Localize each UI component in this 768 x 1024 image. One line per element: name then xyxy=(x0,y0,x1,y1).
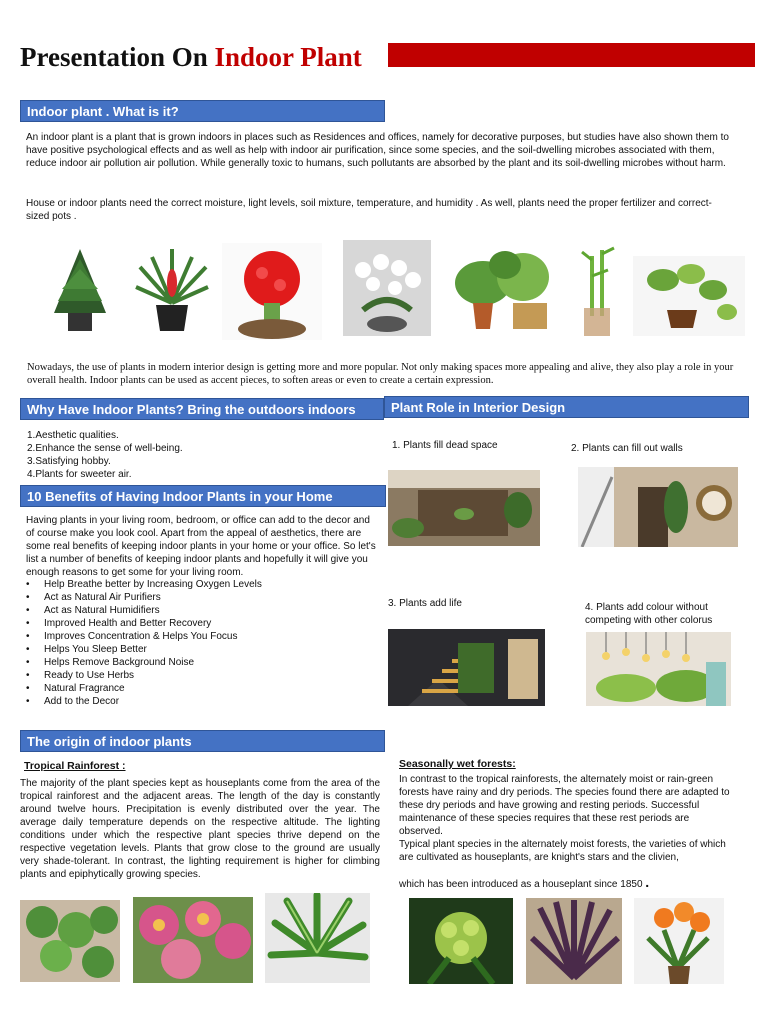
potted-greens-image xyxy=(453,243,553,335)
why-list xyxy=(27,429,327,481)
benefit-item: • Improved Health and Better Recovery xyxy=(26,617,366,630)
tropical-rainforest-title: Tropical Rainforest : xyxy=(24,760,126,772)
orchid-plant-image xyxy=(343,240,431,336)
green-clivia-photo xyxy=(409,898,513,984)
pine-plant-image xyxy=(40,243,120,335)
what-paragraph-2: House or indoor plants need the correct moisture, light levels, soil mixture, temperature, and humidity . As well, plants need the proper fertilizer and correct-sized pots . xyxy=(26,198,712,222)
section-header-role: Plant Role in Interior Design xyxy=(384,396,749,418)
title-accent-text: Indoor Plant xyxy=(214,42,362,72)
seasonal-forests-title: Seasonally wet forests: xyxy=(399,758,516,770)
role-caption-2: 2. Plants can fill out walls xyxy=(571,443,683,454)
interior-dead-space-photo xyxy=(388,470,540,546)
orange-clivia-photo xyxy=(634,898,724,984)
benefit-item: • Ready to Use Herbs xyxy=(26,669,366,682)
purple-phormium-photo xyxy=(526,898,622,984)
interior-colour-photo xyxy=(586,632,731,706)
page-title xyxy=(20,40,380,74)
why-item: 2.Enhance the sense of well-being. xyxy=(27,443,183,454)
seasonal-forests-text-3 xyxy=(399,876,734,891)
dracaena-plant-photo xyxy=(265,893,370,983)
bromeliads-photo xyxy=(133,897,253,983)
what-paragraph-1: An indoor plant is a plant that is grown indoors in places such as Residences and offices, namely for decorative purposes, but studies have also shown them to have positive psychological effects and as well as help with indoor air purification, since some species, and the soil-dwelling microbes associated with them, reduce indoor air pollution air pollution. While generally toxic to humans, such pollutants are absorbed by the plant and its soil-dwelling microbes without harm. xyxy=(26,132,729,169)
benefit-item: • Help Breathe better by Increasing Oxygen Levels xyxy=(26,578,366,591)
role-caption-4: 4. Plants add colour without competing with other colorus xyxy=(585,602,713,626)
section-header-what: Indoor plant . What is it? xyxy=(20,100,385,122)
benefits-intro: Having plants in your living room, bedroom, or office can add to the decor and of course make you look cool. Apart from the appeal of aesthetics, there are some real benefits of keeping indoor plants in your home or your office. So let's list a number of benefits of keeping indoor plants and hopefully it will give you enough reasons to get some for your living room. xyxy=(26,515,376,578)
red-cactus-image xyxy=(222,243,322,340)
benefit-item: • Natural Fragrance xyxy=(26,682,366,695)
pothos-plant-image xyxy=(633,256,745,336)
seasonal-forests-text-3-body: which has been introduced as a houseplant since 1850 xyxy=(399,879,643,890)
benefit-item: • Improves Concentration & Helps You Focus xyxy=(26,630,366,643)
section-header-benefits: 10 Benefits of Having Indoor Plants in your Home xyxy=(20,485,386,507)
why-item: 1.Aesthetic qualities. xyxy=(27,430,119,441)
why-item: 4.Plants for sweeter air. xyxy=(27,469,132,480)
benefit-item: • Act as Natural Air Purifiers xyxy=(26,591,366,604)
seasonal-forests-text-2: Typical plant species in the alternately moist forests, the varieties of which are cultivated as houseplants, are knight's stars and the clivien, xyxy=(399,839,726,863)
pilea-plant-photo xyxy=(20,900,120,982)
title-red-bar xyxy=(388,43,755,67)
benefit-item: • Helps You Sleep Better xyxy=(26,643,366,656)
role-caption-3: 3. Plants add life xyxy=(388,598,462,609)
section-header-origin: The origin of indoor plants xyxy=(20,730,385,752)
interior-walls-photo xyxy=(578,467,738,547)
seasonal-forests-text-3-dot: . xyxy=(645,874,650,890)
why-item: 3.Satisfying hobby. xyxy=(27,456,111,467)
lucky-bamboo-image xyxy=(578,246,618,338)
bromeliad-plant-image xyxy=(132,243,212,335)
title-text: Presentation On xyxy=(20,42,215,72)
seasonal-forests-text: In contrast to the tropical rainforests, the alternately moist or rain-green forests have rainy and dry periods. The species found there are adapted to these dry periods and have growing and resting periods. Successful maintenance of these species requires that these rest periods are observed. xyxy=(399,774,730,837)
benefits-list xyxy=(26,578,366,708)
nowadays-paragraph: Nowadays, the use of plants in modern interior design is getting more and more popular. Not only making spaces more appealing and alive, they also play a role in your overall health. Indoor plants can be used as accent pieces, to soften areas or even to create a certain expression. xyxy=(27,362,734,386)
section-header-why: Why Have Indoor Plants? Bring the outdoors indoors xyxy=(20,398,384,420)
tropical-rainforest-text: The majority of the plant species kept as houseplants come from the area of the tropical rainforest and the adjacent areas. The length of the day is constantly around twelve hours. Precipitation is evenly distributed over the year. The average daily temperature depends on the respective altitude. The lighting conditions under which the respective plant species thrive depend on the respective vegetation levels. Plants that grow close to the ground are usually very shade-tolerant. In contrast, the lighting requirement is higher for climbing plants and epiphytically growing species. xyxy=(20,778,380,880)
benefit-item: • Act as Natural Humidifiers xyxy=(26,604,366,617)
interior-life-photo xyxy=(388,629,545,706)
benefit-item: • Add to the Decor xyxy=(26,695,366,708)
role-caption-1: 1. Plants fill dead space xyxy=(392,440,498,451)
benefit-item: • Helps Remove Background Noise xyxy=(26,656,366,669)
